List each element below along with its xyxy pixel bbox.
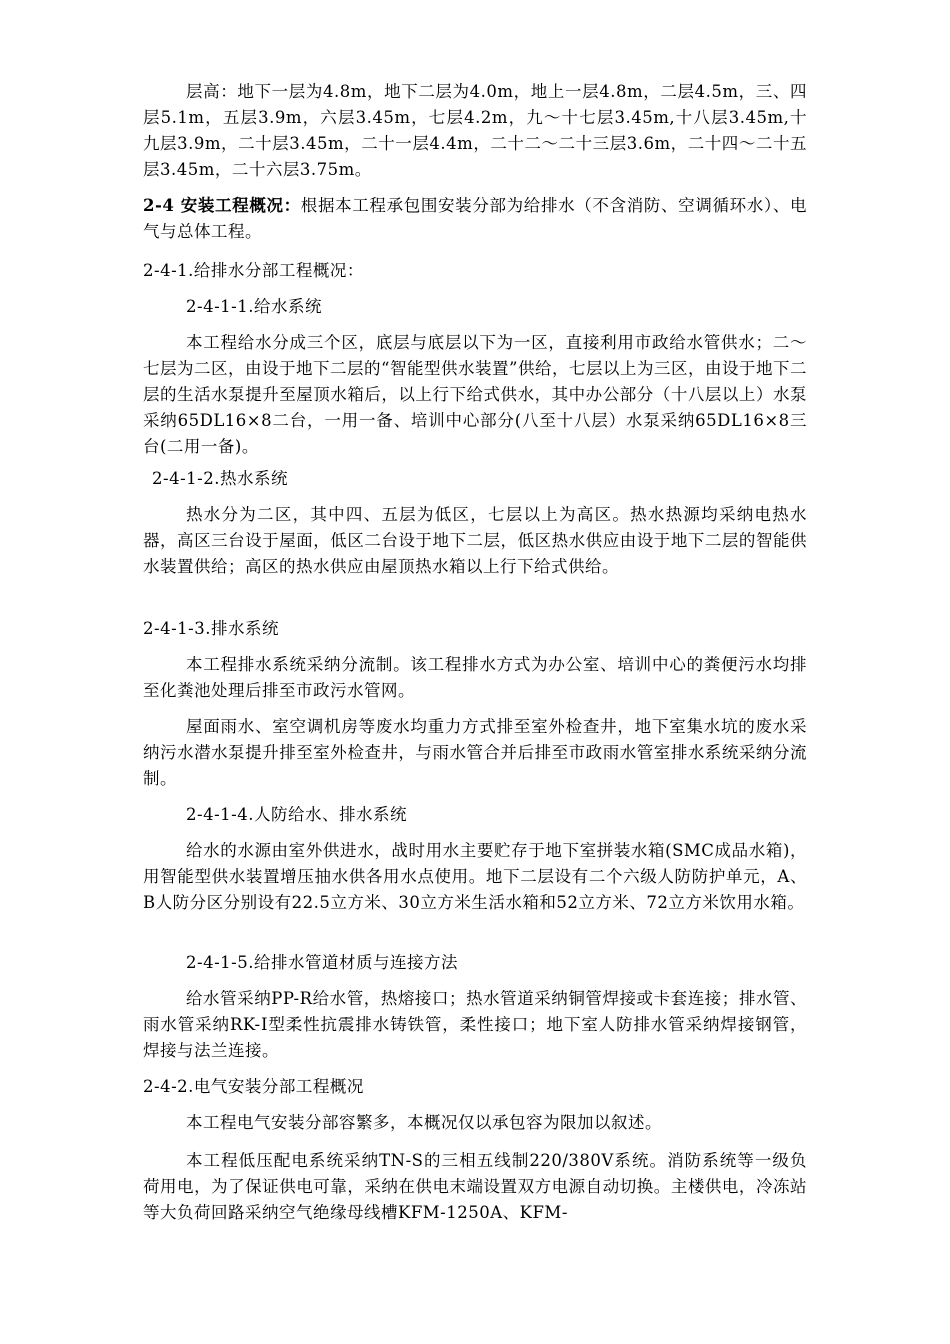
hot-water-paragraph: 热水分为二区，其中四、五层为低区，七层以上为高区。热水热源均采纳电热水器，高区三台设于屋面，低区二台设于地下二层，低区热水供应由设于地下二层的智能供水装置供给；高区的热水供应由屋顶热水箱以上行下给式供给。 <box>143 505 807 576</box>
electrical-system-paragraph: 本工程低压配电系统采纳TN-S的三相五线制220/380V系统。消防系统等一级负荷用电，为了保证供电可靠，采纳在供电末端设置双方电源自动切换。主楼供电，冷冻站等大负荷回路采纳空气绝缘母线槽KFM-1250A、KFM- <box>143 1151 807 1222</box>
heading-2-4-1-2: 2-4-1-2.热水系统 <box>152 469 288 488</box>
water-supply-paragraph: 本工程给水分成三个区，底层与底层以下为一区，直接利用市政给水管供水；二～七层为二区，由设于地下二层的“智能型供水装置”供给，七层以上为三区，由设于地下二层的生活水泵提升至屋顶水箱后，以上行下给式供水，其中办公部分（十八层以上）水泵采纳65DL16×8二台，一用一备、培训中心部分(八至十八层）水泵采纳65DL16×8三台(二用一备)。 <box>143 333 807 456</box>
heading-2-4-1-1: 2-4-1-1.给水系统 <box>186 297 322 316</box>
section-2-4-paragraph <box>143 193 807 245</box>
heading-2-4-1-4: 2-4-1-4.人防给水、排水系统 <box>186 805 407 824</box>
civil-defense-water-paragraph: 给水的水源由室外供进水，战时用水主要贮存于地下室拼装水箱(SMC成品水箱)，用智能型供水装置增压抽水供各用水点使用。地下二层设有二个六级人防防护单元，A、B人防分区分别设有22.5立方米、30立方米生活水箱和52立方米、72立方米饮用水箱。 <box>143 841 807 912</box>
section-2-4-title: 2-4 安装工程概况： <box>143 196 301 215</box>
heading-2-4-1: 2-4-1.给排水分部工程概况： <box>143 261 364 280</box>
drainage-paragraph-a: 本工程排水系统采纳分流制。该工程排水方式为办公室、培训中心的粪便污水均排至化粪池处理后排至市政污水管网。 <box>143 655 807 700</box>
heading-2-4-2: 2-4-2.电气安装分部工程概况 <box>143 1077 364 1096</box>
heading-2-4-1-3: 2-4-1-3.排水系统 <box>143 619 279 638</box>
section-2-4-body: 根据本工程承包围安装分部为给排水（不含消防、空调循环水）、电气与总体工程。 <box>143 196 808 241</box>
drainage-paragraph-b: 屋面雨水、室空调机房等废水均重力方式排至室外检查井，地下室集水坑的废水采纳污水潜水泵提升排至室外检查井，与雨水管合并后排至市政雨水管室排水系统采纳分流制。 <box>143 717 807 788</box>
electrical-intro-paragraph: 本工程电气安装分部容繁多，本概况仅以承包容为限加以叙述。 <box>186 1113 662 1132</box>
pipe-material-paragraph: 给水管采纳PP-R给水管，热熔接口；热水管道采纳铜管焊接或卡套连接；排水管、雨水管采纳RK-Ⅰ型柔性抗震排水铸铁管，柔性接口；地下室人防排水管采纳焊接钢管，焊接与法兰连接。 <box>143 989 807 1060</box>
floor-height-paragraph: 层高：地下一层为4.8m，地下二层为4.0m，地上一层4.8m，二层4.5m，三、四层5.1m，五层3.9m，六层3.45m，七层4.2m，九～十七层3.45m,十八层3.45m,十九层3.9m，二十层3.45m，二十一层4.4m，二十二～二十三层3.6m，二十四～二十五层3.45m，二十六层3.75m。 <box>143 82 807 179</box>
heading-2-4-1-5: 2-4-1-5.给排水管道材质与连接方法 <box>186 953 458 972</box>
